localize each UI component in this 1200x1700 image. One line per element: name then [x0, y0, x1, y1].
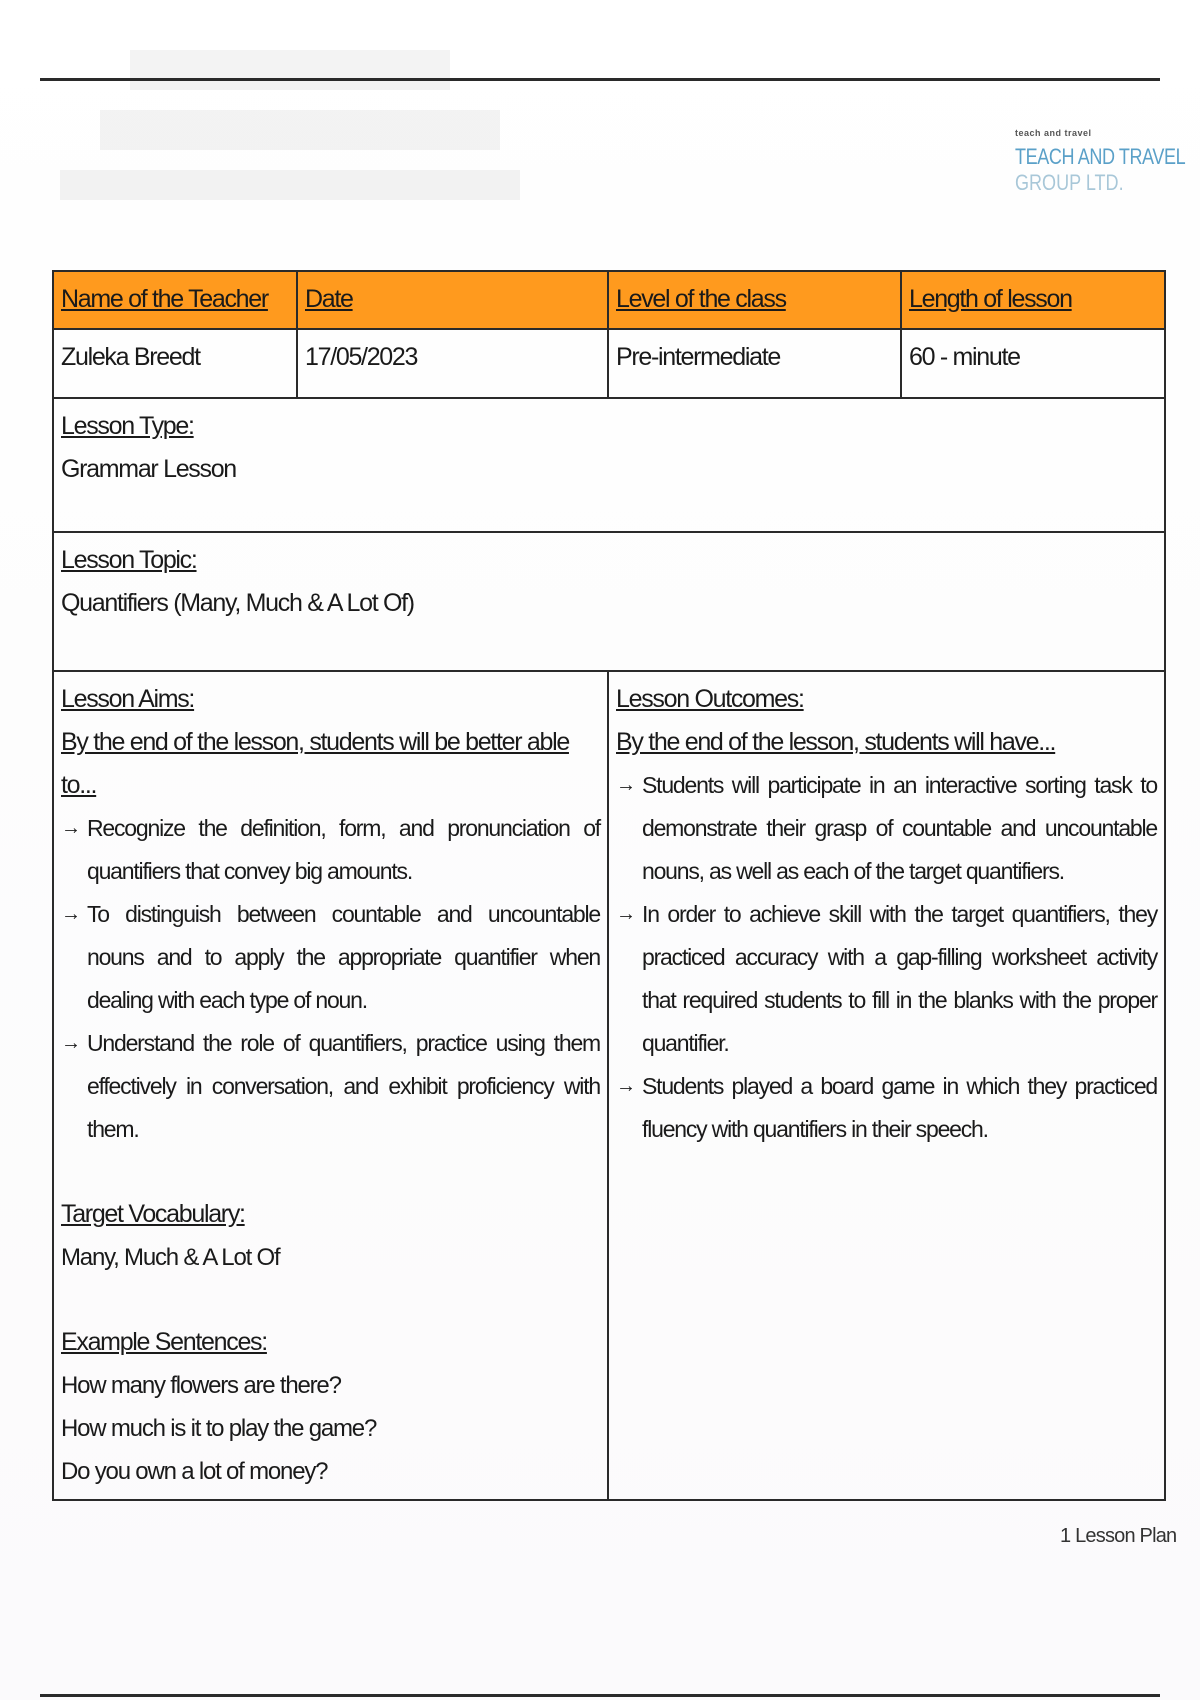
date-value-cell	[297, 329, 608, 398]
values-row	[53, 329, 1165, 398]
level-header-cell	[608, 271, 901, 329]
company-logo	[1015, 128, 1186, 218]
lesson-type-value: Grammar Lesson	[61, 455, 236, 483]
lesson-plan-table	[52, 270, 1166, 1501]
length-label: Length of lesson	[909, 285, 1072, 313]
bottom-rule	[40, 1694, 1160, 1697]
lesson-type-row	[53, 398, 1165, 532]
target-vocabulary-label: Target Vocabulary:	[61, 1200, 245, 1228]
lesson-outcomes-list	[616, 764, 1157, 1151]
outcome-item: → Students will participate in an interactive sorting task to demonstrate their grasp of countable and uncountable nouns, as well as each of the target quantifiers.	[616, 764, 1157, 893]
page-footer	[1060, 1525, 1176, 1548]
date-value: 17/05/2023	[305, 343, 418, 371]
aim-item: → Understand the role of quantifiers, practice using them effectively in conversation, and exhibit proficiency with them.	[61, 1022, 600, 1151]
teacher-value-cell	[53, 329, 297, 398]
header-row	[53, 271, 1165, 329]
lesson-aims-intro: By the end of the lesson, students will be better able to...	[61, 728, 569, 799]
example-sentences-label: Example Sentences:	[61, 1328, 267, 1356]
lesson-outcomes-intro: By the end of the lesson, students will have...	[616, 728, 1056, 756]
logo-main-text: TEACH AND TRAVEL	[1015, 144, 1186, 169]
lesson-topic-label: Lesson Topic:	[61, 546, 197, 574]
footer-title: Lesson Plan	[1075, 1525, 1177, 1547]
logo-small-text: teach and travel	[1015, 128, 1092, 138]
length-value-cell	[901, 329, 1165, 398]
level-value-cell	[608, 329, 901, 398]
length-value: 60 - minute	[909, 343, 1020, 371]
date-label: Date	[305, 285, 353, 313]
length-header-cell	[901, 271, 1165, 329]
lesson-aims-cell	[53, 671, 608, 1500]
faint-header-watermark	[60, 40, 520, 240]
aim-item: → To distinguish between countable and uncountable nouns and to apply the appropriate quantifier when dealing with each type of noun.	[61, 893, 600, 1022]
lesson-type-cell	[53, 398, 1165, 532]
lesson-aims-label: Lesson Aims:	[61, 685, 195, 713]
lesson-topic-row	[53, 532, 1165, 671]
teacher-header-cell	[53, 271, 297, 329]
lesson-topic-cell	[53, 532, 1165, 671]
teacher-label: Name of the Teacher	[61, 285, 268, 313]
level-label: Level of the class	[616, 285, 786, 313]
target-vocabulary-value: Many, Much & A Lot Of	[61, 1244, 280, 1271]
date-header-cell	[297, 271, 608, 329]
example-sentence: How much is it to play the game?	[61, 1415, 377, 1442]
lesson-outcomes-label: Lesson Outcomes:	[616, 685, 804, 713]
aims-outcomes-row	[53, 671, 1165, 1500]
outcome-item: → In order to achieve skill with the target quantifiers, they practiced accuracy with a gap-filling worksheet activity that required students to fill in the blanks with the proper quantifier.	[616, 893, 1157, 1065]
example-sentence: Do you own a lot of money?	[61, 1458, 328, 1485]
lesson-aims-list	[61, 807, 600, 1151]
teacher-value: Zuleka Breedt	[61, 343, 200, 371]
example-sentence: How many flowers are there?	[61, 1372, 341, 1399]
lesson-type-label: Lesson Type:	[61, 412, 194, 440]
lesson-outcomes-cell	[608, 671, 1165, 1500]
page-number: 1	[1060, 1525, 1071, 1547]
logo-sub-text: GROUP LTD.	[1015, 170, 1124, 195]
level-value: Pre-intermediate	[616, 343, 781, 371]
aim-item: → Recognize the definition, form, and pronunciation of quantifiers that convey big amounts.	[61, 807, 600, 893]
lesson-topic-value: Quantifiers (Many, Much & A Lot Of)	[61, 589, 414, 617]
outcome-item: → Students played a board game in which they practiced fluency with quantifiers in their speech.	[616, 1065, 1157, 1151]
